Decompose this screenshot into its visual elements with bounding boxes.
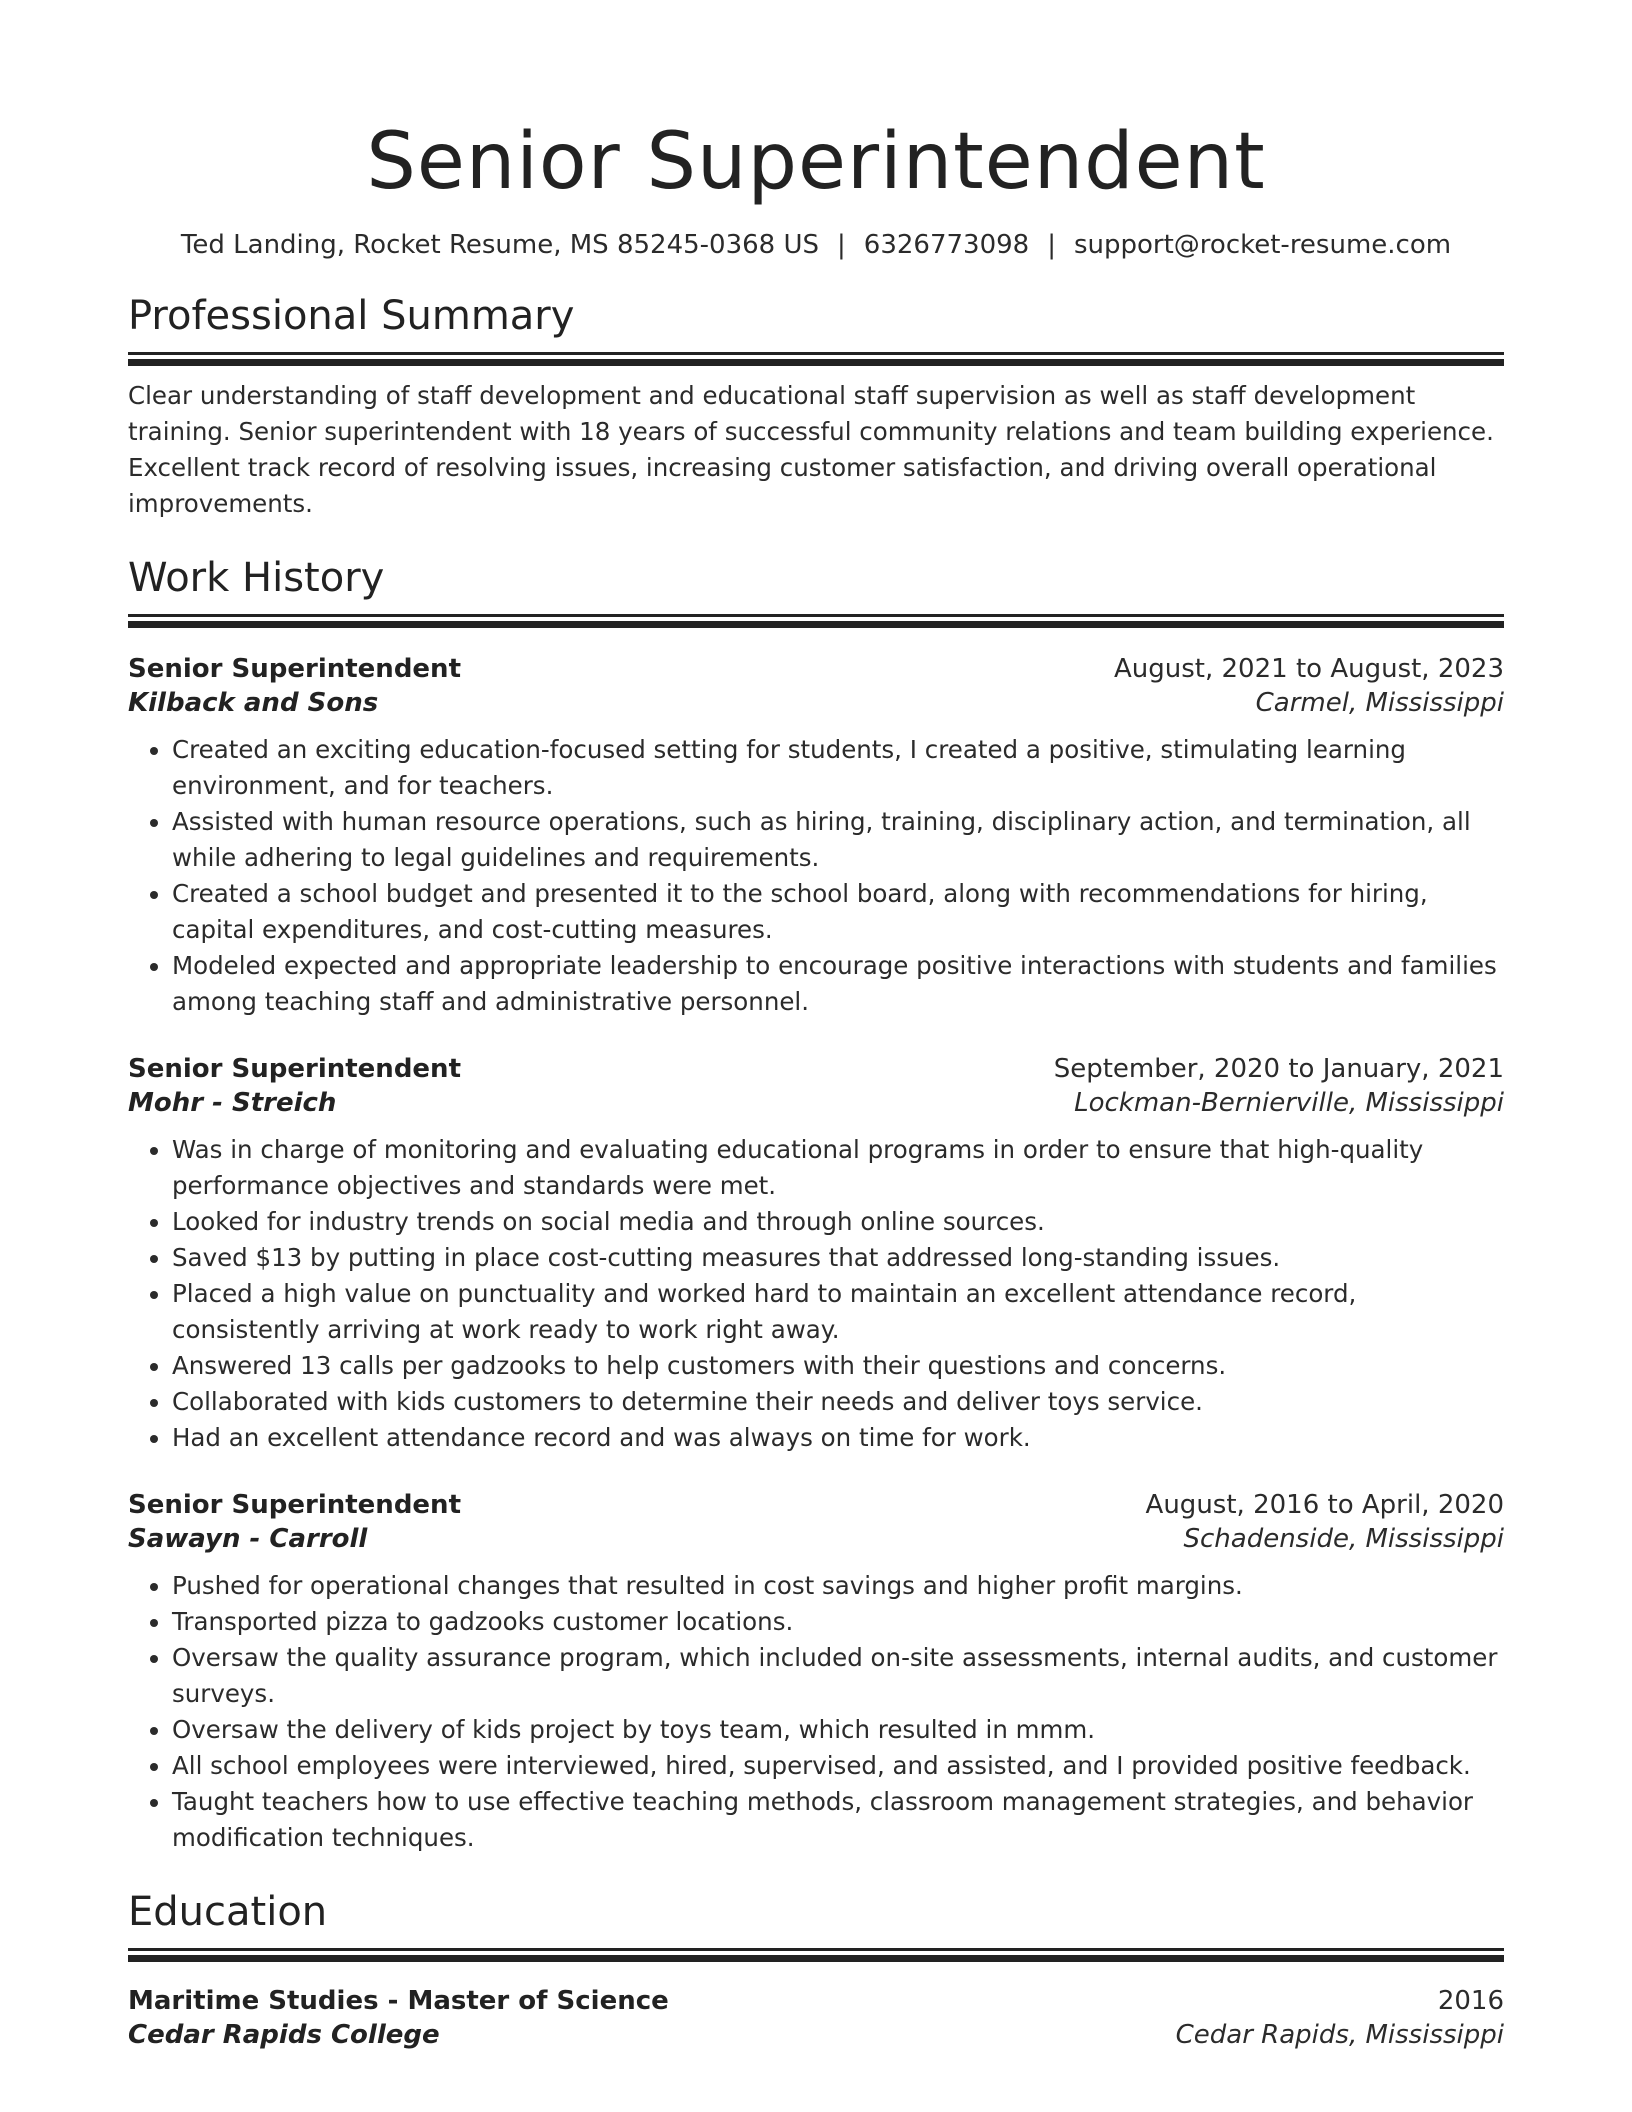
education-year: 2016: [1437, 1985, 1504, 2016]
contact-separator: |: [1047, 229, 1056, 260]
section-divider: [128, 1948, 1504, 1974]
contact-phone: 6326773098: [863, 229, 1030, 260]
job-location: Schadenside, Mississippi: [1183, 1523, 1504, 1554]
section-heading-education: Education: [128, 1888, 328, 1935]
education-school: Cedar Rapids College: [128, 2019, 440, 2050]
section-heading-summary: Professional Summary: [128, 292, 575, 339]
resume-title: Senior Superintendent: [366, 117, 1266, 207]
education-degree: Maritime Studies - Master of Science: [128, 1985, 669, 2016]
job-bullet: • Modeled expected and appropriate leadership to encourage positive interactions with students and families among teaching staff and administrative personnel.: [172, 948, 1504, 1020]
job-dates: August, 2021 to August, 2023: [1114, 653, 1504, 684]
section-heading-work: Work History: [128, 554, 385, 601]
job-dates: August, 2016 to April, 2020: [1145, 1489, 1504, 1520]
contact-email: support@rocket-resume.com: [1073, 229, 1452, 260]
education-location: Cedar Rapids, Mississippi: [1175, 2019, 1504, 2050]
job-entry: [128, 1054, 1504, 1456]
job-bullet: • All school employees were interviewed, hired, supervised, and assisted, and I provided positive feedback.: [172, 1748, 1504, 1784]
job-bullet: • Saved $13 by putting in place cost-cutting measures that addressed long-standing issues.: [172, 1240, 1504, 1276]
job-bullet: • Oversaw the delivery of kids project by toys team, which resulted in mmm.: [172, 1712, 1504, 1748]
job-bullets: [128, 1568, 1504, 1856]
job-bullets: [128, 1132, 1504, 1456]
job-bullets: [128, 732, 1504, 1020]
job-title: Senior Superintendent: [128, 653, 461, 684]
job-location: Lockman-Bernierville, Mississippi: [1074, 1087, 1504, 1118]
job-bullet: • Transported pizza to gadzooks customer locations.: [172, 1604, 1504, 1640]
job-title: Senior Superintendent: [128, 1489, 461, 1520]
job-company: Sawayn - Carroll: [128, 1523, 368, 1554]
summary-text: Clear understanding of staff development and educational staff supervision as well as staff development training. Senior superintendent with 18 years of successful community relations and team building experience. Excellent track record of resolving issues, increasing customer satisfaction, and driving overall operational improvements.: [128, 380, 1494, 518]
job-location: Carmel, Mississippi: [1255, 687, 1504, 718]
job-bullet: • Assisted with human resource operations, such as hiring, training, disciplinary action, and termination, all while adhering to legal guidelines and requirements.: [172, 804, 1504, 876]
job-dates: September, 2020 to January, 2021: [1053, 1053, 1504, 1084]
job-bullet: • Collaborated with kids customers to determine their needs and deliver toys service.: [172, 1384, 1504, 1420]
job-bullet: • Looked for industry trends on social media and through online sources.: [172, 1204, 1504, 1240]
section-divider: [128, 614, 1504, 640]
job-bullet: • Pushed for operational changes that resulted in cost savings and higher profit margins.: [172, 1568, 1504, 1604]
job-bullet: • Was in charge of monitoring and evaluating educational programs in order to ensure that high-quality performance objectives and standards were met.: [172, 1132, 1504, 1204]
job-company: Mohr - Streich: [128, 1087, 337, 1118]
contact-address: Ted Landing, Rocket Resume, MS 85245-0368 US: [180, 229, 820, 260]
contact-separator: |: [837, 229, 846, 260]
job-entry: [128, 654, 1504, 1020]
contact-line: [128, 230, 1504, 260]
job-bullet: • Oversaw the quality assurance program, which included on-site assessments, internal audits, and customer surveys.: [172, 1640, 1504, 1712]
education-entry: [128, 1986, 1504, 2050]
section-divider: [128, 352, 1504, 378]
job-bullet: • Taught teachers how to use effective teaching methods, classroom management strategies, and behavior modification techniques.: [172, 1784, 1504, 1856]
job-entry: [128, 1490, 1504, 1856]
job-bullet: • Had an excellent attendance record and was always on time for work.: [172, 1420, 1504, 1456]
job-bullet: • Created a school budget and presented it to the school board, along with recommendations for hiring, capital expenditures, and cost-cutting measures.: [172, 876, 1504, 948]
job-bullet: • Created an exciting education-focused setting for students, I created a positive, stimulating learning environment, and for teachers.: [172, 732, 1504, 804]
job-bullet: • Answered 13 calls per gadzooks to help customers with their questions and concerns.: [172, 1348, 1504, 1384]
job-title: Senior Superintendent: [128, 1053, 461, 1084]
job-company: Kilback and Sons: [128, 687, 379, 718]
job-bullet: • Placed a high value on punctuality and worked hard to maintain an excellent attendance record, consistently arriving at work ready to work right away.: [172, 1276, 1504, 1348]
